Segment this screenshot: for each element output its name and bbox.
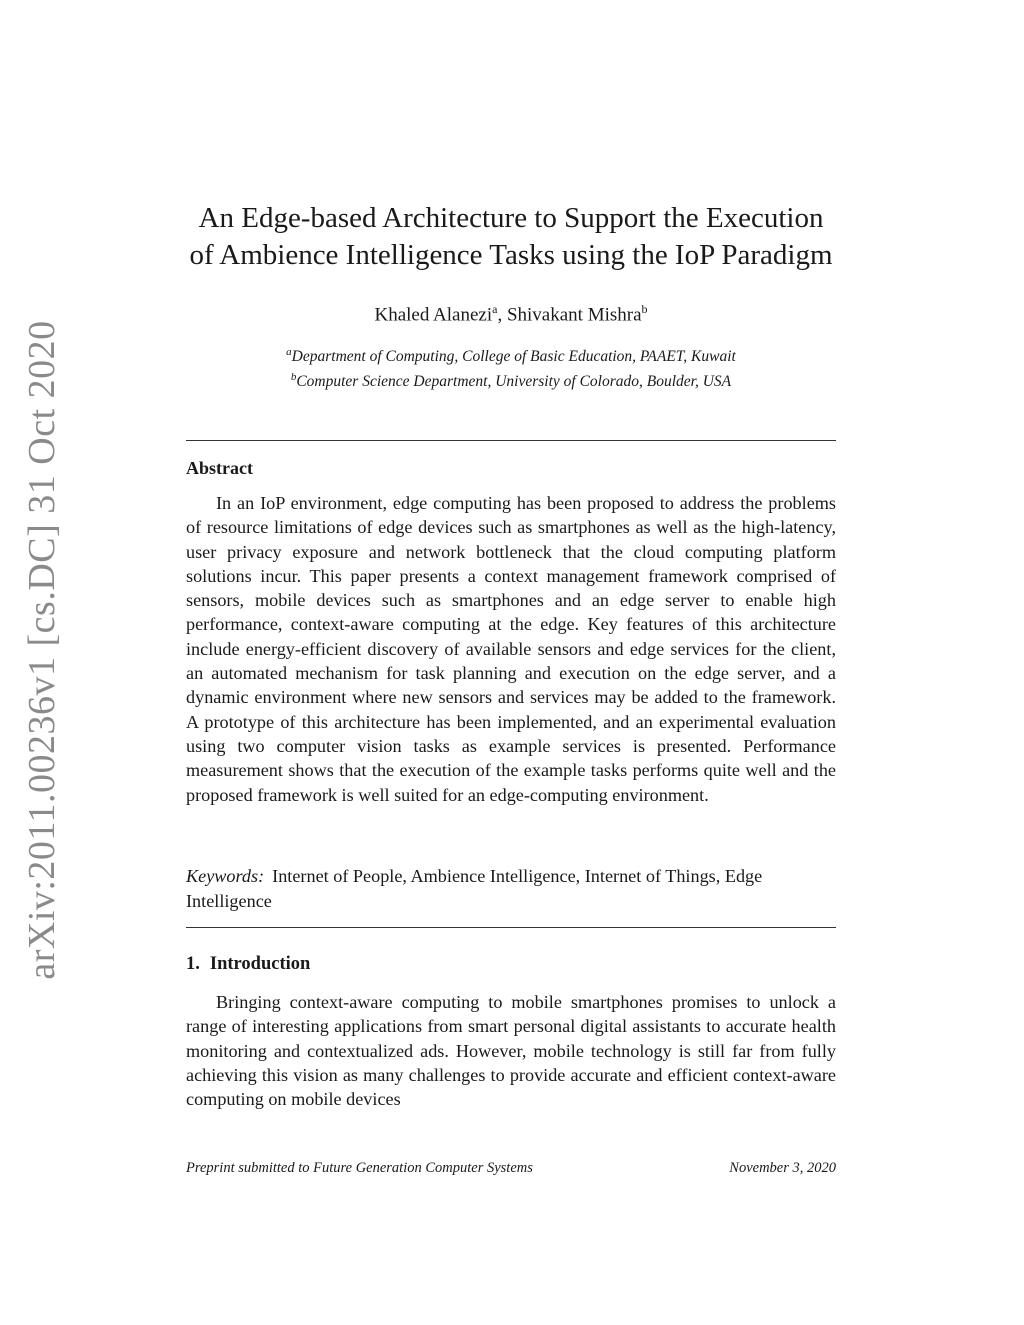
affiliation-text: Computer Science Department, University of Colorado, Boulder, USA — [296, 373, 732, 391]
page-footer — [186, 1160, 836, 1177]
affiliation-line — [186, 342, 836, 367]
affiliation-text: Department of Computing, College of Basic Education, PAAET, Kuwait — [291, 348, 736, 366]
keywords-label: Keywords: — [186, 866, 265, 886]
author-name: Shivakant Mishra — [506, 304, 642, 326]
abstract-bottom-rule — [186, 927, 836, 928]
author-list — [186, 302, 836, 326]
abstract-heading: Abstract — [186, 458, 253, 478]
title-line-2: of Ambience Intelligence Tasks using the IoP Paradigm — [189, 239, 833, 271]
affiliation-line — [186, 367, 836, 392]
abstract-text: In an IoP environment, edge computing has been proposed to address the problems of resource limitations of edge devices such as smartphones as well as the high-latency, user privacy exposure and network bottleneck that the cloud computing platform solutions incur. This paper presents a context management framework comprised of sensors, mobile devices such as smartphones and an edge server to enable high performance, context-aware computing at the edge. Key features of this architecture include energy-efficient discovery of available sensors and edge services for the client, an automated mechanism for task planning and execution on the edge server, and a dynamic environment where new sensors and services may be added to the framework. A prototype of this architecture has been implemented, and an experimental evaluation using two computer vision tasks as example services is presented. Performance measurement shows that the execution of the example tasks performs quite well and the proposed framework is well suited for an edge-computing environment. — [186, 493, 836, 805]
affiliation-list — [186, 342, 836, 392]
title-line-1: An Edge-based Architecture to Support the Execution — [198, 202, 824, 234]
affiliation-mark: a — [286, 346, 292, 358]
arxiv-identifier-stamp: arXiv:2011.00236v1 [cs.DC] 31 Oct 2020 — [21, 320, 63, 980]
section-number: 1. — [186, 954, 200, 974]
footer-submission-note: Preprint submitted to Future Generation Computer Systems — [186, 1160, 533, 1176]
keywords-text: Internet of People, Ambience Intelligence, Internet of Things, Edge Intelligence — [186, 866, 763, 911]
author-name: Khaled Alanezi — [374, 304, 493, 326]
affiliation-mark: b — [290, 371, 297, 384]
affiliation-mark: a — [492, 302, 498, 316]
footer-date: November 3, 2020 — [729, 1160, 836, 1176]
section-title: Introduction — [209, 954, 311, 974]
affiliation-mark: b — [641, 302, 648, 316]
abstract-top-rule — [186, 440, 836, 441]
section-heading-introduction — [186, 954, 310, 975]
introduction-text: Bringing context-aware computing to mobile smartphones promises to unlock a range of interesting applications from smart personal digital assistants to accurate health monitoring and contextualized ads. However, mobile technology is still far from fully achieving this vision as many challenges to provide accurate and efficient context-aware computing on mobile devices — [186, 992, 836, 1110]
paper-title — [186, 200, 836, 274]
keywords — [186, 864, 836, 913]
author-separator: , — [497, 304, 507, 326]
